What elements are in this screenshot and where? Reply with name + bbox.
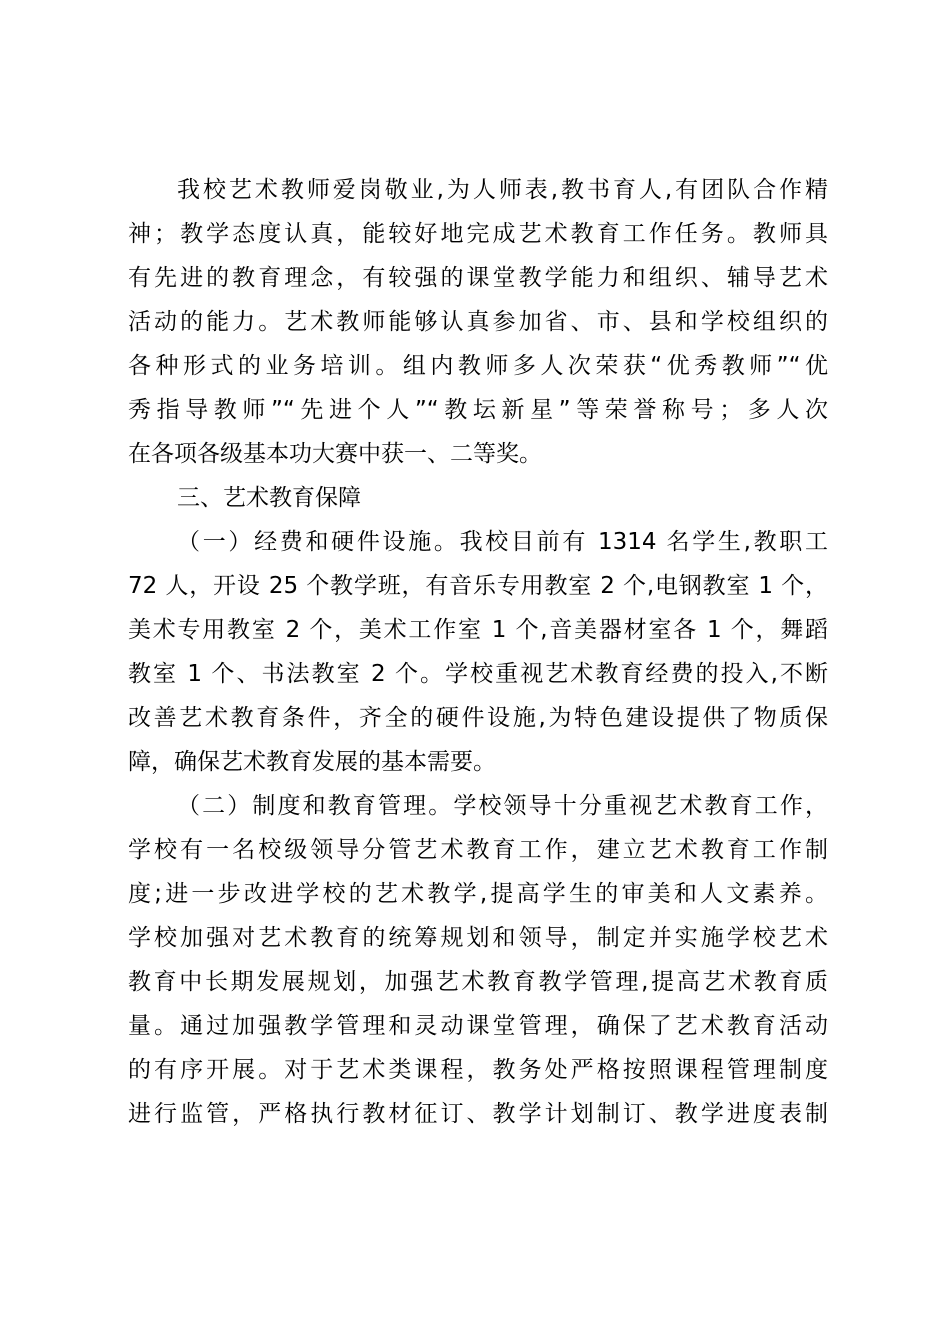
paragraph-line: 秀指导教师”“先进个人”“教坛新星”等荣誉称号；多人次 [128, 397, 828, 423]
paragraph-line: 改善艺术教育条件，齐全的硬件设施,为特色建设提供了物质保 [128, 705, 828, 731]
paragraph-line: 活动的能力。艺术教师能够认真参加省、市、县和学校组织的 [128, 309, 828, 335]
paragraph-line: 有先进的教育理念，有较强的课堂教学能力和组织、辅导艺术 [128, 265, 828, 291]
paragraph-line: 美术专用教室 2 个，美术工作室 1 个,音美器材室各 1 个，舞蹈 [128, 617, 828, 643]
paragraph-line: 量。通过加强教学管理和灵动课堂管理，确保了艺术教育活动 [128, 1013, 828, 1039]
paragraph-line: 我校艺术教师爱岗敬业,为人师表,教书育人,有团队合作精 [177, 177, 828, 203]
paragraph-line: 障，确保艺术教育发展的基本需要。 [128, 749, 496, 775]
paragraph-line: 度;进一步改进学校的艺术教学,提高学生的审美和人文素养。 [128, 881, 828, 907]
paragraph-line: 的有序开展。对于艺术类课程，教务处严格按照课程管理制度 [128, 1057, 828, 1083]
paragraph-line: 在各项各级基本功大赛中获一、二等奖。 [128, 441, 542, 467]
paragraph-line: 教育中长期发展规划，加强艺术教育教学管理,提高艺术教育质 [128, 969, 828, 995]
paragraph-line: （二）制度和教育管理。学校领导十分重视艺术教育工作， [177, 793, 828, 819]
paragraph-line: 学校有一名校级领导分管艺术教育工作，建立艺术教育工作制 [128, 837, 828, 863]
paragraph-line: 学校加强对艺术教育的统筹规划和领导，制定并实施学校艺术 [128, 925, 828, 951]
paragraph-line: （一）经费和硬件设施。我校目前有 1314 名学生,教职工 [177, 529, 828, 555]
paragraph-line: 教室 1 个、书法教室 2 个。学校重视艺术教育经费的投入,不断 [128, 661, 828, 687]
paragraph-line: 各种形式的业务培训。组内教师多人次荣获“优秀教师”“优 [128, 353, 828, 379]
section-heading: 三、艺术教育保障 [177, 485, 361, 511]
paragraph-line: 72 人，开设 25 个教学班，有音乐专用教室 2 个,电钢教室 1 个， [128, 573, 828, 599]
paragraph-line: 进行监管，严格执行教材征订、教学计划制订、教学进度表制 [128, 1101, 828, 1127]
paragraph-line: 神；教学态度认真，能较好地完成艺术教育工作任务。教师具 [128, 221, 828, 247]
